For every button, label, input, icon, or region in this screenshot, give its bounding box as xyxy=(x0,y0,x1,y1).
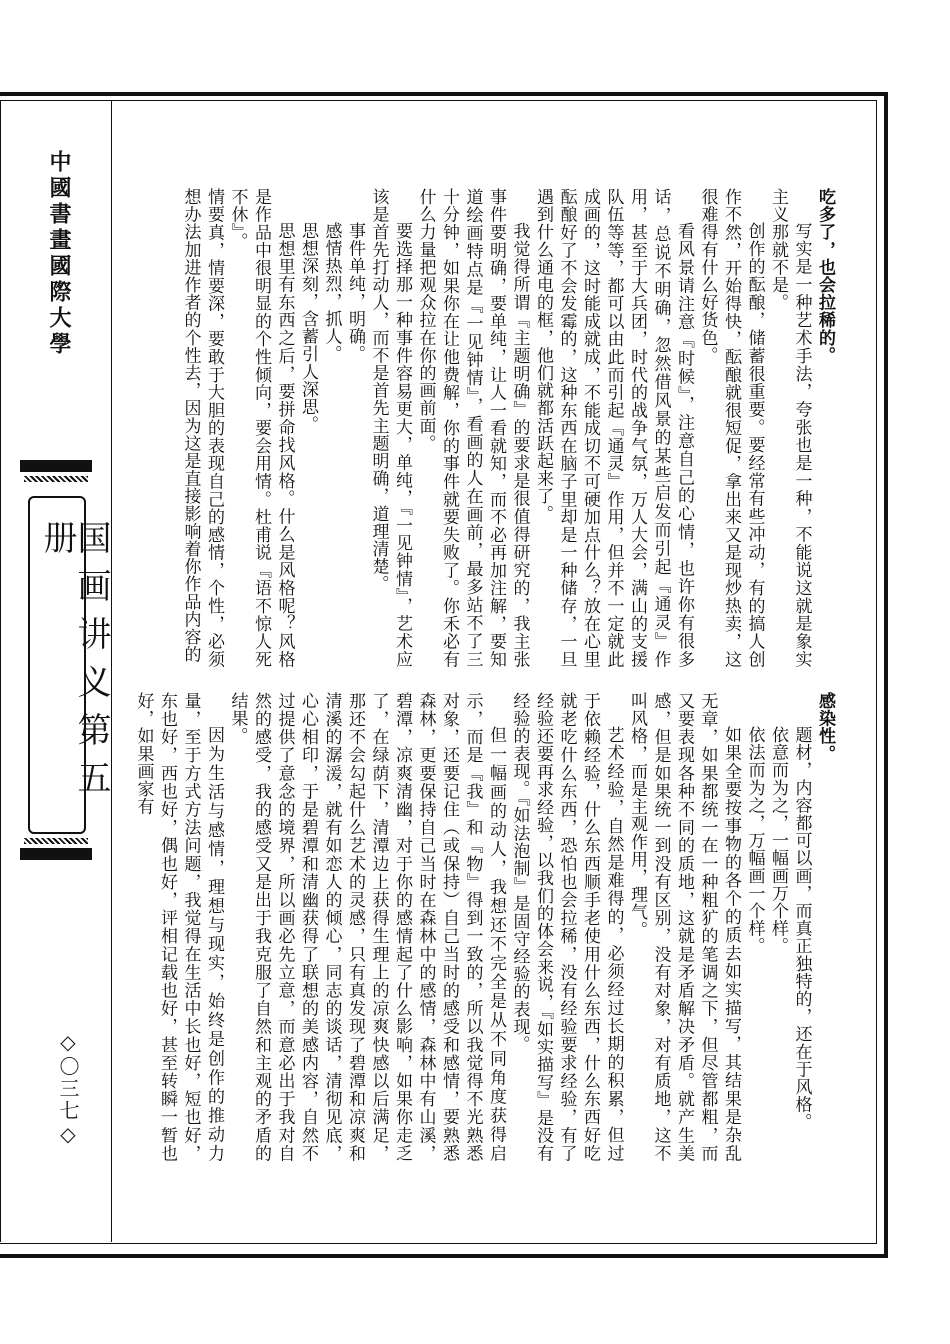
paragraph: 事件单纯，明确。 xyxy=(345,222,365,363)
paragraph: 题材，内容都可以画，而真正独特的，还在于风格。 xyxy=(791,726,812,1131)
margin-rule-left xyxy=(0,100,1,1242)
title-cap-top xyxy=(20,460,92,472)
paragraph: 创作的酝酿，储蓄很重要。要经常有些冲动，有的搞人创作不然，开始得快，酝酿就很短促，拿出来又是现炒热卖，这很难得有什么好货色。 xyxy=(697,188,765,668)
title-cap-bottom xyxy=(20,848,92,860)
paragraph: 要选择那一种事件容易更大，单纯，『一见钟情』，艺术应该是首先打动人，而不是首先主题明确，道理清楚。 xyxy=(368,188,412,668)
margin-rule-right xyxy=(111,100,112,1242)
paragraph: 感情热烈，抓人。 xyxy=(321,222,342,363)
paragraph: 思想里有东西之后，要拼命找风格。什么是风格呢？风格是作品中很明显的个性倾向，要会用情。杜甫说『语不惊人死不休』。 xyxy=(227,188,295,668)
paragraph: 艺术经验，自然是难得的，必须经过长期的积累，但过于依赖经验，什么东西顺手老使用什么东西，什么东西好吃就老吃什么东西，恐怕也会拉稀，没有经验要求经验，有了经验还要再求经验，以我们的体会来说，『如实描写』是没有经验的表现。『如法泡制』是固守经验的表现。 xyxy=(509,692,624,1162)
paragraph: 吃多了，也会拉稀的。 xyxy=(815,188,835,364)
book-title: 国画讲义第五册 xyxy=(37,520,111,808)
paragraph: 依意而为之，一幅画万个样。 xyxy=(768,726,788,955)
paragraph: 情要真，情要深，要敢于大胆的表现自己的感情，个性，必须想办法加进作者的个性去，因为这是直接影响着你作品内容的 xyxy=(180,188,224,668)
paragraph: 感染性。 xyxy=(815,692,835,763)
paragraph: 依法而为之，万幅画一个样。 xyxy=(744,726,765,955)
paragraph: 因为生活与感情，理想与现实，始终是创作的推动力量，至于方式方法问题，我觉得在生活中长也好，短也好，东也好，西也好，偶也好，评相记载也好，甚至转瞬一暂也好，如果画家有 xyxy=(133,692,224,1162)
paragraph: 思想深刻，含蓄引人深思。 xyxy=(298,222,318,434)
paragraph: 看风景请注意『时候』，注意自己的心情，也许你有很多话，总说不明确，忽然借风景的某些启发而引起『通灵』作用，甚至于大兵团，时代的战争气氛，万人大会，满山的支援队伍等等，都可以由此而引起『通灵』作用，但并不一定就此成画的，这时能成就成，不能成切不可硬加点什么？放在心里酝酿好了不会发霉的，这种东西在脑子里却是一种储存，一旦遇到什么通电的框，他们就都活跃起来了。 xyxy=(533,188,694,668)
page-number: ◇〇三七◇ xyxy=(56,1030,80,1148)
school-name: 中國書畫國際大學 xyxy=(46,150,72,358)
paragraph: 写实是一种艺术手法，夸张也是一种，不能说这就是象实主义那就不是。 xyxy=(768,188,812,668)
paragraph: 如果全要按事物的各个的质去如实描写，其结果是杂乱无章，如果都统一在一种粗犷的笔调之下，但尽管都粗，而又要表现各种不同的质地，这就是矛盾解决矛盾。就产生美感，但是如果统一到没有区别，没有对象，对有质地，这不叫风格，而是主观作用，理气。 xyxy=(627,692,741,1162)
book-title-frame xyxy=(28,496,111,834)
title-cap-bottom-pattern xyxy=(24,838,88,844)
book-title-panel xyxy=(20,460,111,860)
paragraph: 但一幅画的动人，我想还不完全是从不同角度获得启示，而是『我』和『物』得到一致的，所以我觉得不光熟悉对象，还要记住（或保持）自己当时的感受和感情，要熟悉森林，更要保持自己当时在森林中的感情，森林中有山溪，碧潭，凉爽清幽，对于你的感情起了什么影响，如果你走乏了，在绿荫下，清潭边上获得生理上的凉爽快感以后满足，那还不会勾起什么艺术的灵感，只有真发现了碧潭和凉爽和清溪的潺湲，就有如恋人的倾心，同志的谈话，清彻见底，心心相印，于是碧潭和清幽获得了联想的美感内容，自然不过提供了意念的境界，所以画必先立意，而意必出于我对自然的感受，我的感受又是出于我克服了自然和主观的矛盾的结果。 xyxy=(227,692,506,1162)
title-cap-top-pattern xyxy=(24,476,88,482)
paragraph: 我觉得所谓『主题明确』的要求是很值得研究的，我主张事件要明确，要单纯，让人一看就知，而不必再加注解，要知道绘画特点是『一见钟情』，看画的人在画前，最多站不了三十分钟，如果你在让他费解，你的事件就要失败了。你禾必有什么力量把观众拉在你的画前面。 xyxy=(415,188,530,668)
lower-text-block xyxy=(133,692,836,1162)
upper-text-block xyxy=(146,188,836,668)
